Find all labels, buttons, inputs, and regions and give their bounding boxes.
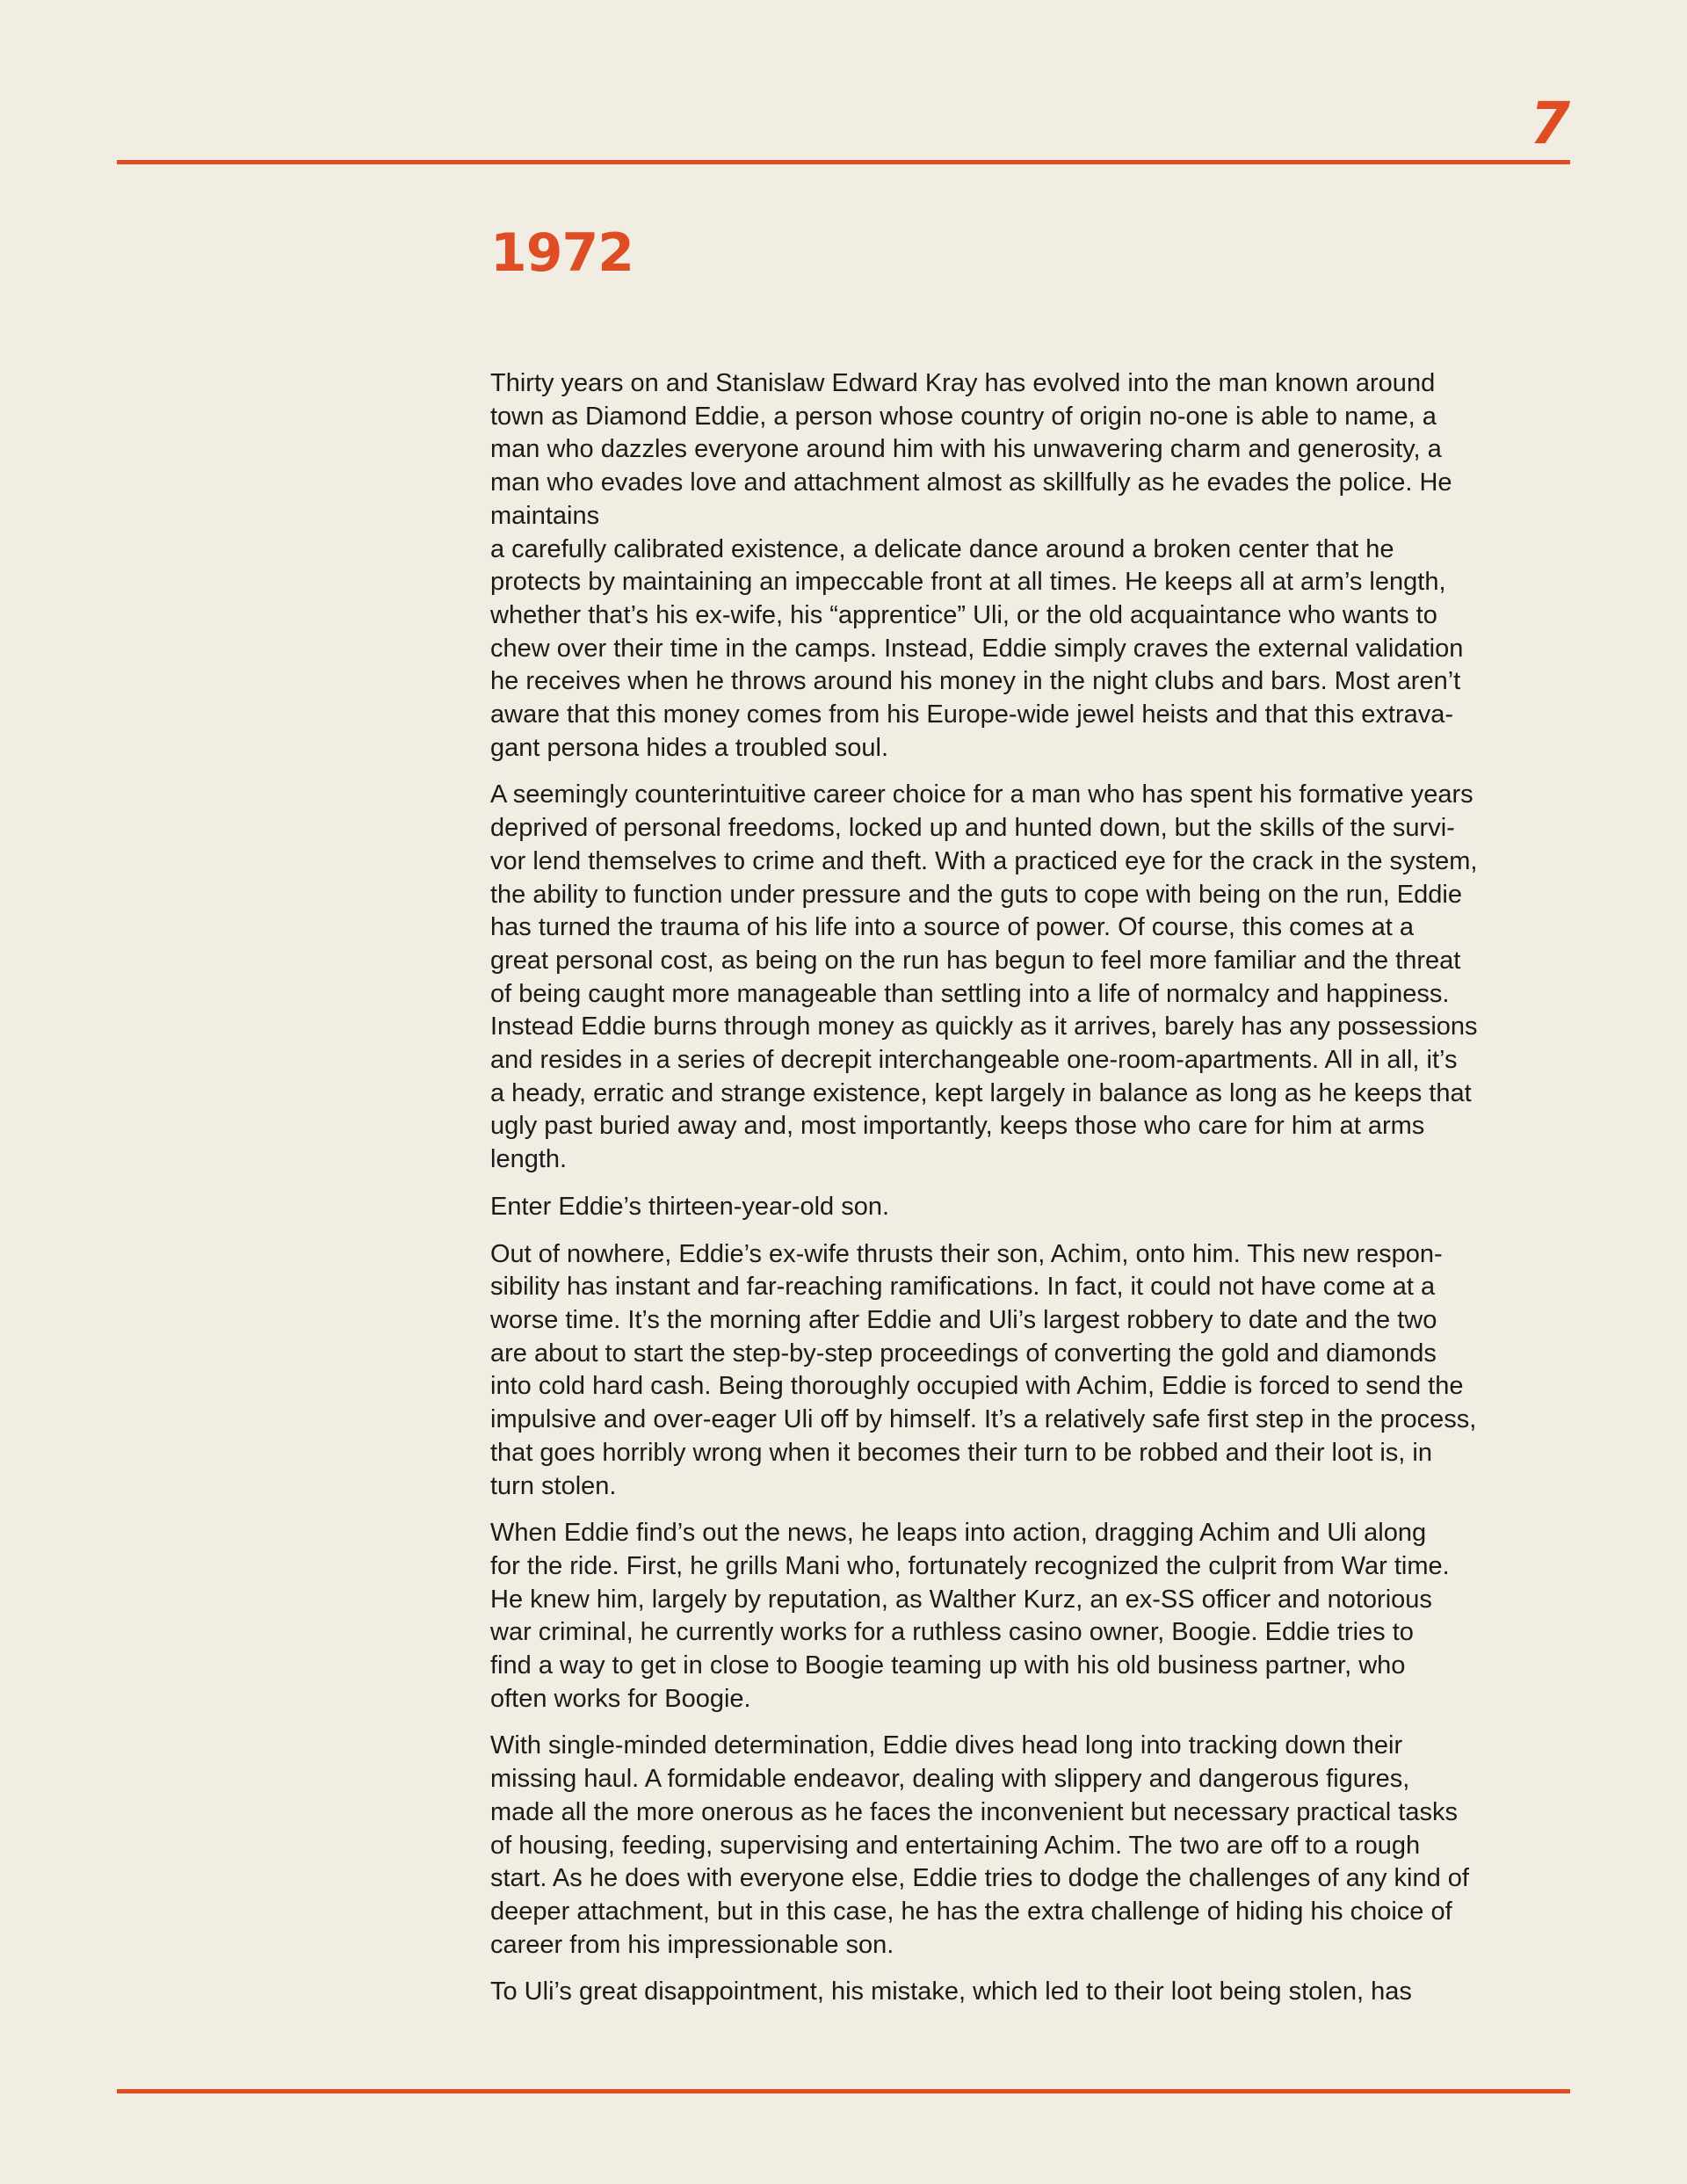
footer-rule — [117, 2089, 1570, 2093]
paragraph-7: To Uli’s great disappointment, his mistake, which led to their loot being stolen, has — [490, 1977, 1412, 2006]
paragraph-6: With single-minded determination, Eddie dives head long into tracking down their missing haul. A formidable endeavor, dealing with slippery and dangerous figures, made all the more onerous as he faces the inconvenient but necessary practical tasks of housing, feeding, supervising and entertaining Achim. The two are off to a rough start. As he does with everyone else, Eddie tries to dodge the challenges of any kind of deeper attachment, but in this case, he has the extra challenge of hiding his choice of career from his impressionable son. — [490, 1731, 1469, 1959]
paragraph-2: A seemingly counterintuitive career choice for a man who has spent his formative years deprived of personal freedoms, locked up and hunted down, but the skills of the survi- vor lend themselves to crime and theft. With a practiced eye for the crack in the system, the ability to function under pressure and the guts to cope with being on the run, Eddie has turned the trauma of his life into a source of power. Of course, this comes at a great personal cost, as being on the run has begun to feel more familiar and the threat of being caught more manageable than settling into a life of normalcy and happiness. Instead Eddie burns through money as quickly as it arrives, barely has any possessions and resides in a series of decrepit interchangeable one-room-apartments. All in all, it’s a heady, erratic and strange existence, kept largely in balance as long as he keeps that ugly past buried away and, most importantly, keeps those who care for him at arms length. — [490, 780, 1478, 1174]
paragraph-1: Thirty years on and Stanislaw Edward Kray has evolved into the man known around town as Diamond Eddie, a person whose country of origin no-one is able to name, a man who dazzles everyone around him with his unwavering charm and generosity, a man who evades love and attachment almost as skillfully as he evades the police. He maintains a carefully calibrated existence, a delicate dance around a broken center that he protects by maintaining an impeccable front at all times. He keeps all at arm’s length, whether that’s his ex-wife, his “apprentice” Uli, or the old acquaintance who wants to chew over their time in the camps. Instead, Eddie simply craves the external validation he receives when he throws around his money in the night clubs and bars. Most aren’t aware that this money comes from his Europe-wide jewel heists and that this extrava- gant persona hides a troubled soul. — [490, 369, 1464, 762]
header-rule — [117, 160, 1570, 164]
paragraph-5: When Eddie find’s out the news, he leaps into action, dragging Achim and Uli along for the ride. First, he grills Mani who, fortunately recognized the culprit from War time. He knew him, largely by reputation, as Walther Kurz, an ex-SS officer and notorious war criminal, he currently works for a ruthless casino owner, Boogie. Eddie tries to find a way to get in close to Boogie teaming up with his old business partner, who often works for Boogie. — [490, 1519, 1450, 1713]
paragraph-4: Out of nowhere, Eddie’s ex-wife thrusts their son, Achim, onto him. This new respon- sibility has instant and far-reaching ramifications. In fact, it could not have come at a worse time. It’s the morning after Eddie and Uli’s largest robbery to date and the two are about to start the step-by-step proceedings of converting the gold and diamonds into cold hard cash. Being thoroughly occupied with Achim, Eddie is forced to send the impulsive and over-eager Uli off by himself. It’s a relatively safe first step in the process, that goes horribly wrong when it becomes their turn to be robbed and their loot is, in turn stolen. — [490, 1239, 1477, 1500]
body-text — [490, 367, 1549, 2023]
paragraph-3: Enter Eddie’s thirteen-year-old son. — [490, 1192, 890, 1221]
page-number: 7 — [1530, 90, 1570, 157]
chapter-title: 1972 — [490, 222, 634, 284]
